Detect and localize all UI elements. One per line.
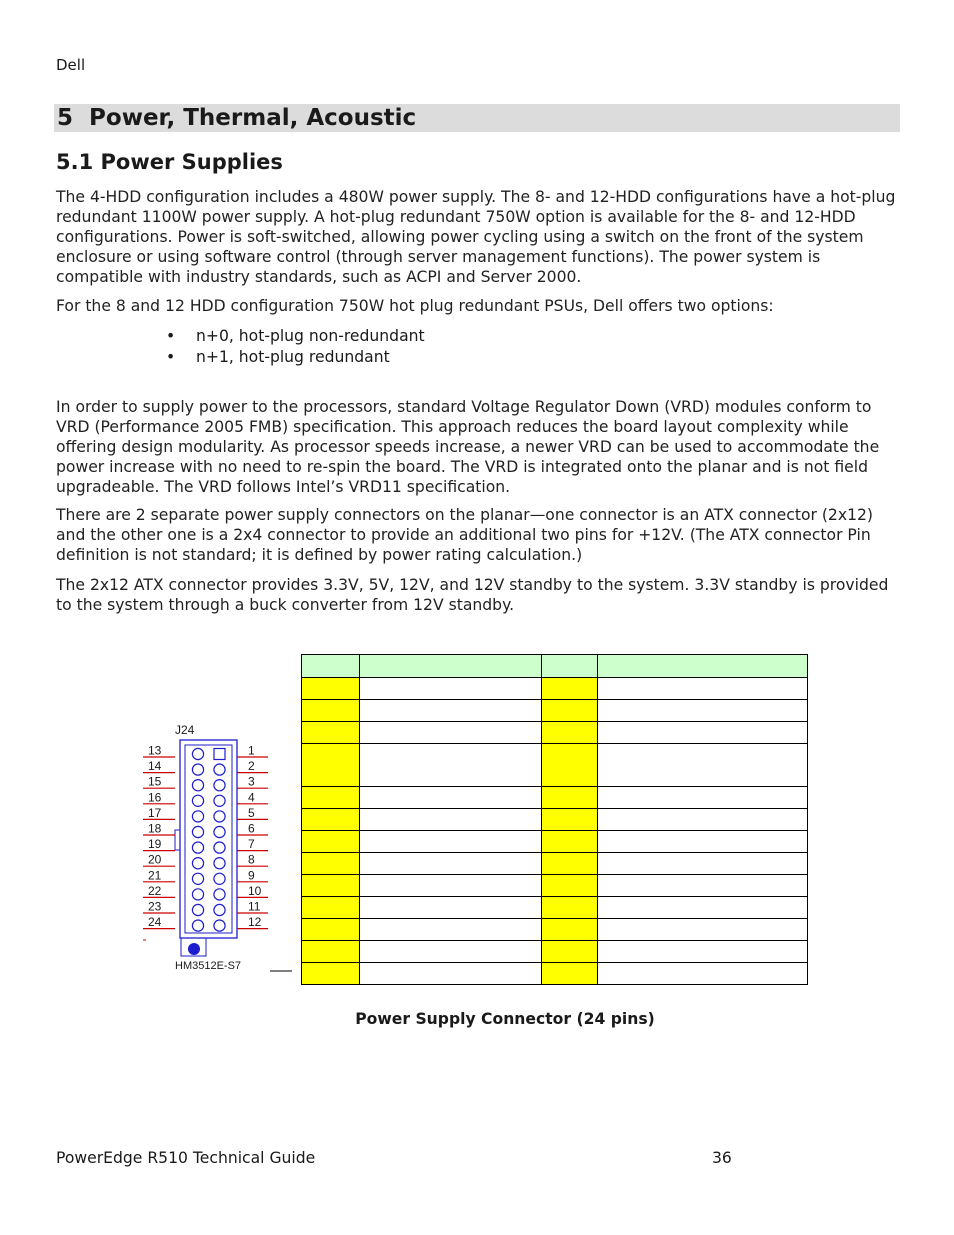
- list-item: • n+1, hot-plug redundant: [166, 347, 425, 368]
- signal-cell: [360, 744, 542, 787]
- pin-hole: [192, 764, 203, 775]
- signal-cell: [360, 853, 542, 875]
- pin-number-label: 20: [148, 852, 162, 867]
- pin-hole: [192, 842, 203, 853]
- pin-cell: [542, 853, 598, 875]
- pin-number-label: 19: [148, 837, 162, 852]
- pin-cell: [542, 831, 598, 853]
- figure-caption: Power Supply Connector (24 pins): [355, 1010, 655, 1028]
- key-pin-marker: [188, 943, 200, 955]
- pin-hole: [192, 858, 203, 869]
- header-cell: [360, 655, 542, 678]
- pin-cell: [302, 722, 360, 744]
- pin-hole: [192, 873, 203, 884]
- signal-cell: [598, 809, 808, 831]
- pin-hole: [214, 780, 225, 791]
- pin-cell: [302, 787, 360, 809]
- pin-hole: [214, 889, 225, 900]
- paragraph: The 2x12 ATX connector provides 3.3V, 5V, 12V, and 12V standby to the system. 3.3V standby is provided to the system through a buck converter from 12V standby.: [56, 576, 889, 614]
- pin-number-label: 12: [248, 915, 262, 930]
- pin-hole: [192, 904, 203, 915]
- pin-number-label: 21: [148, 868, 162, 883]
- pin-hole: [214, 795, 225, 806]
- table-row: [302, 897, 808, 919]
- page-number: 36: [712, 1149, 732, 1167]
- table-row: [302, 853, 808, 875]
- section-heading: 5.1 Power Supplies: [56, 150, 283, 174]
- running-header: Dell: [56, 56, 86, 74]
- pin-hole: [192, 920, 203, 931]
- pin-one-square: [214, 749, 225, 760]
- pin-hole: [192, 889, 203, 900]
- pin-number-label: 2: [248, 759, 255, 774]
- signal-cell: [598, 700, 808, 722]
- pin-number-label: 14: [148, 759, 162, 774]
- paragraph: The 4-HDD configuration includes a 480W power supply. The 8- and 12-HDD configurations have a hot-plug redundant 1100W power supply. A hot-plug redundant 750W option is available for the 8- and 12-HDD configurations. Power is soft-switched, allowing power cycling using a switch on the front of the system enclosure or using software control (through server management functions). The power system is compatible with industry standards, such as ACPI and Server 2000.: [56, 188, 896, 286]
- pin-cell: [542, 875, 598, 897]
- signal-cell: [598, 744, 808, 787]
- table-row: [302, 963, 808, 985]
- pin-cell: [542, 722, 598, 744]
- pin-cell: [302, 700, 360, 722]
- bullet-list: [166, 326, 425, 368]
- signal-cell: [360, 831, 542, 853]
- pin-cell: [302, 875, 360, 897]
- pin-number-label: 5: [248, 805, 255, 820]
- signal-cell: [360, 678, 542, 700]
- pin-cell: [302, 897, 360, 919]
- table-row: [302, 831, 808, 853]
- signal-cell: [598, 678, 808, 700]
- table-row: [302, 744, 808, 787]
- pin-number-label: 24: [148, 915, 162, 930]
- pin-cell: [302, 919, 360, 941]
- chapter-heading: [54, 104, 900, 132]
- pin-hole: [214, 811, 225, 822]
- connector-label: J24: [175, 723, 195, 737]
- signal-cell: [598, 831, 808, 853]
- connector-diagram: [135, 718, 300, 978]
- header-cell: [542, 655, 598, 678]
- pin-cell: [542, 897, 598, 919]
- pin-number-label: 11: [248, 899, 261, 914]
- pin-number-label: 18: [148, 821, 162, 836]
- signal-cell: [598, 875, 808, 897]
- chapter-number: 5: [57, 105, 74, 131]
- signal-cell: [360, 963, 542, 985]
- pin-cell: [302, 831, 360, 853]
- pin-hole: [192, 795, 203, 806]
- pin-table: [301, 654, 808, 985]
- signal-cell: [360, 875, 542, 897]
- pin-cell: [302, 963, 360, 985]
- pin-number-label: 3: [248, 774, 255, 789]
- signal-cell: [360, 919, 542, 941]
- pin-number-label: 4: [248, 790, 255, 805]
- pin-number-label: 8: [248, 852, 255, 867]
- pin-number-label: 22: [148, 883, 162, 898]
- pin-hole: [214, 873, 225, 884]
- signal-cell: [598, 963, 808, 985]
- table-row: [302, 700, 808, 722]
- pin-hole: [214, 826, 225, 837]
- footer-title: PowerEdge R510 Technical Guide: [56, 1149, 316, 1167]
- list-item: • n+0, hot-plug non-redundant: [166, 326, 425, 347]
- table-row: [302, 941, 808, 963]
- signal-cell: [598, 853, 808, 875]
- signal-cell: [598, 787, 808, 809]
- table-row: [302, 919, 808, 941]
- pin-hole: [192, 748, 203, 759]
- pin-cell: [302, 853, 360, 875]
- pin-number-label: 13: [148, 743, 162, 758]
- signal-cell: [360, 787, 542, 809]
- pin-cell: [542, 941, 598, 963]
- signal-cell: [598, 897, 808, 919]
- pin-cell: [542, 809, 598, 831]
- pin-cell: [302, 744, 360, 787]
- pin-hole: [214, 904, 225, 915]
- header-cell: [302, 655, 360, 678]
- paragraph: In order to supply power to the processors, standard Voltage Regulator Down (VRD) modules conform to VRD (Performance 2005 FMB) specification. This approach reduces the board layout complexity while offering design modularity. As processor speeds increase, a newer VRD can be used to accommodate the power increase with no need to re-spin the board. The VRD is integrated onto the planar and is not field upgradeable. The VRD follows Intel’s VRD11 specification.: [56, 398, 880, 496]
- table-row: [302, 678, 808, 700]
- pin-cell: [542, 744, 598, 787]
- pin-cell: [542, 787, 598, 809]
- table-row: [302, 809, 808, 831]
- pin-number-label: 15: [148, 774, 162, 789]
- pin-hole: [214, 842, 225, 853]
- table-row: [302, 787, 808, 809]
- signal-cell: [360, 941, 542, 963]
- pin-number-label: 6: [248, 821, 255, 836]
- table-header-row: [302, 655, 808, 678]
- signal-cell: [360, 722, 542, 744]
- paragraph: There are 2 separate power supply connectors on the planar—one connector is an ATX connector (2x12) and the other one is a 2x4 connector to provide an additional two pins for +12V. (The ATX connector Pin definition is not standard; it is defined by power rating calculation.): [56, 506, 874, 564]
- pin-cell: [542, 678, 598, 700]
- pin-hole: [192, 811, 203, 822]
- pin-cell: [302, 678, 360, 700]
- signal-cell: [598, 722, 808, 744]
- chapter-title: Power, Thermal, Acoustic: [89, 105, 417, 131]
- pin-hole: [214, 764, 225, 775]
- pin-number-label: 16: [148, 790, 162, 805]
- paragraph: For the 8 and 12 HDD configuration 750W hot plug redundant PSUs, Dell offers two options:: [56, 297, 774, 315]
- pin-hole: [192, 826, 203, 837]
- table-row: [302, 722, 808, 744]
- pin-cell: [542, 963, 598, 985]
- pin-number-label: 1: [248, 743, 255, 758]
- pin-cell: [302, 809, 360, 831]
- signal-cell: [360, 897, 542, 919]
- signal-cell: [598, 941, 808, 963]
- pin-hole: [214, 920, 225, 931]
- pin-cell: [542, 919, 598, 941]
- pin-number-label: 7: [248, 837, 255, 852]
- pin-number-label: 9: [248, 868, 255, 883]
- pin-number-label: 10: [248, 883, 262, 898]
- signal-cell: [360, 809, 542, 831]
- pin-cell: [302, 941, 360, 963]
- part-label: HM3512E-S7: [175, 960, 242, 972]
- pin-number-label: 17: [148, 805, 162, 820]
- pin-cell: [542, 700, 598, 722]
- pin-hole: [214, 858, 225, 869]
- pin-hole: [192, 780, 203, 791]
- signal-cell: [360, 700, 542, 722]
- pin-number-label: 23: [148, 899, 162, 914]
- signal-cell: [598, 919, 808, 941]
- table-row: [302, 875, 808, 897]
- header-cell: [598, 655, 808, 678]
